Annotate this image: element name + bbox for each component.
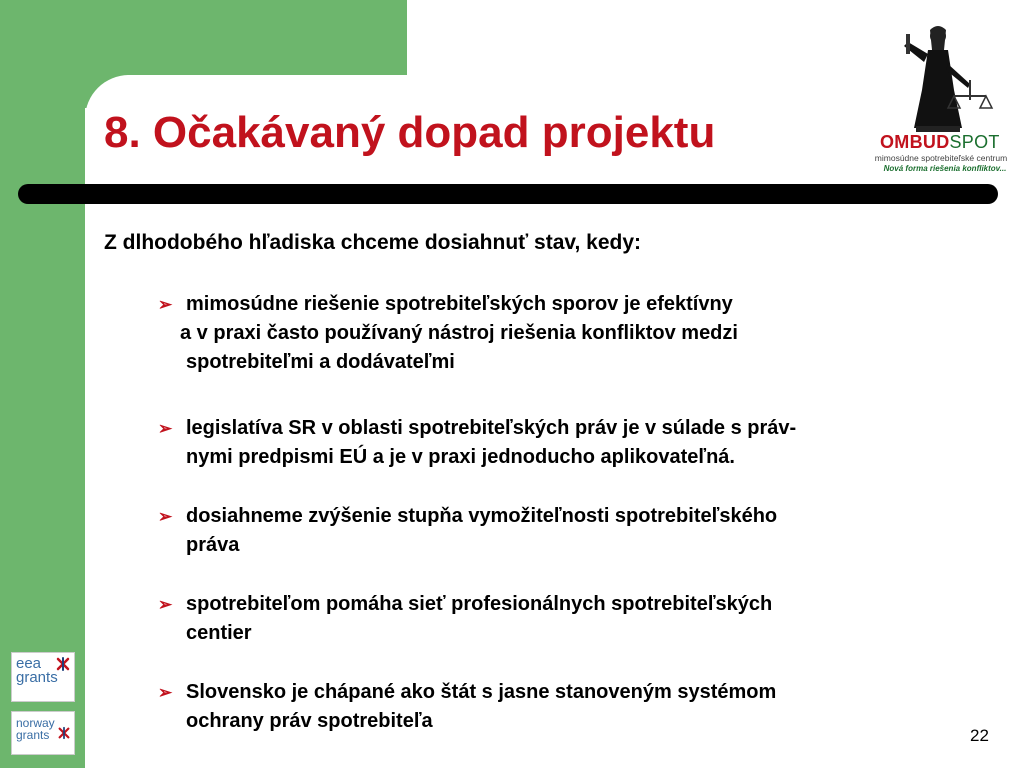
norway-grants-logo: norway grants [11,711,75,755]
arrow-bullet-icon: ➢ [158,683,173,702]
bullet-line: ochrany práv spotrebiteľa [186,710,433,732]
logo-name: OMBUDSPOT [880,132,1000,152]
arrow-bullet-icon: ➢ [158,507,173,526]
logo-slogan: Nová forma riešenia konfliktov... [883,164,1007,173]
bullet-line: Slovensko je chápané ako štát s jasne stanoveným systémom [186,681,777,703]
page-number: 22 [970,726,989,745]
bullet-line: centier [186,622,252,644]
eea-grants-logo: eea grants [11,652,75,702]
bullet-line: a v praxi často používaný nástroj riešenia konfliktov medzi [180,322,738,344]
title-divider [18,180,998,208]
logo-tagline: mimosúdne spotrebiteľské centrum [874,153,1008,163]
slide-subtitle: Z dlhodobého hľadiska chceme dosiahnuť stav, kedy: [104,231,642,254]
bullet-line: dosiahneme zvýšenie stupňa vymožiteľnosti spotrebiteľského [186,505,778,527]
arrow-bullet-icon: ➢ [158,295,173,314]
bullet-line: mimosúdne riešenie spotrebiteľských sporov je efektívny [186,293,733,315]
bullet-line: spotrebiteľmi a dodávateľmi [186,351,455,373]
bullet-line: práva [186,534,240,556]
norway-cross-icon [57,726,71,740]
bullet-line: nymi predpismi EÚ a je v praxi jednoducho aplikovateľná. [186,446,735,468]
slide-title: 8. Očakávaný dopad projektu [104,108,716,157]
eea-cross-icon [55,656,71,672]
bullet-line: legislatíva SR v oblasti spotrebiteľských práv je v súlade s práv- [186,417,797,439]
arrow-bullet-icon: ➢ [158,595,173,614]
arrow-bullet-icon: ➢ [158,419,173,438]
bullet-line: spotrebiteľom pomáha sieť profesionálnych spotrebiteľských [186,593,773,615]
